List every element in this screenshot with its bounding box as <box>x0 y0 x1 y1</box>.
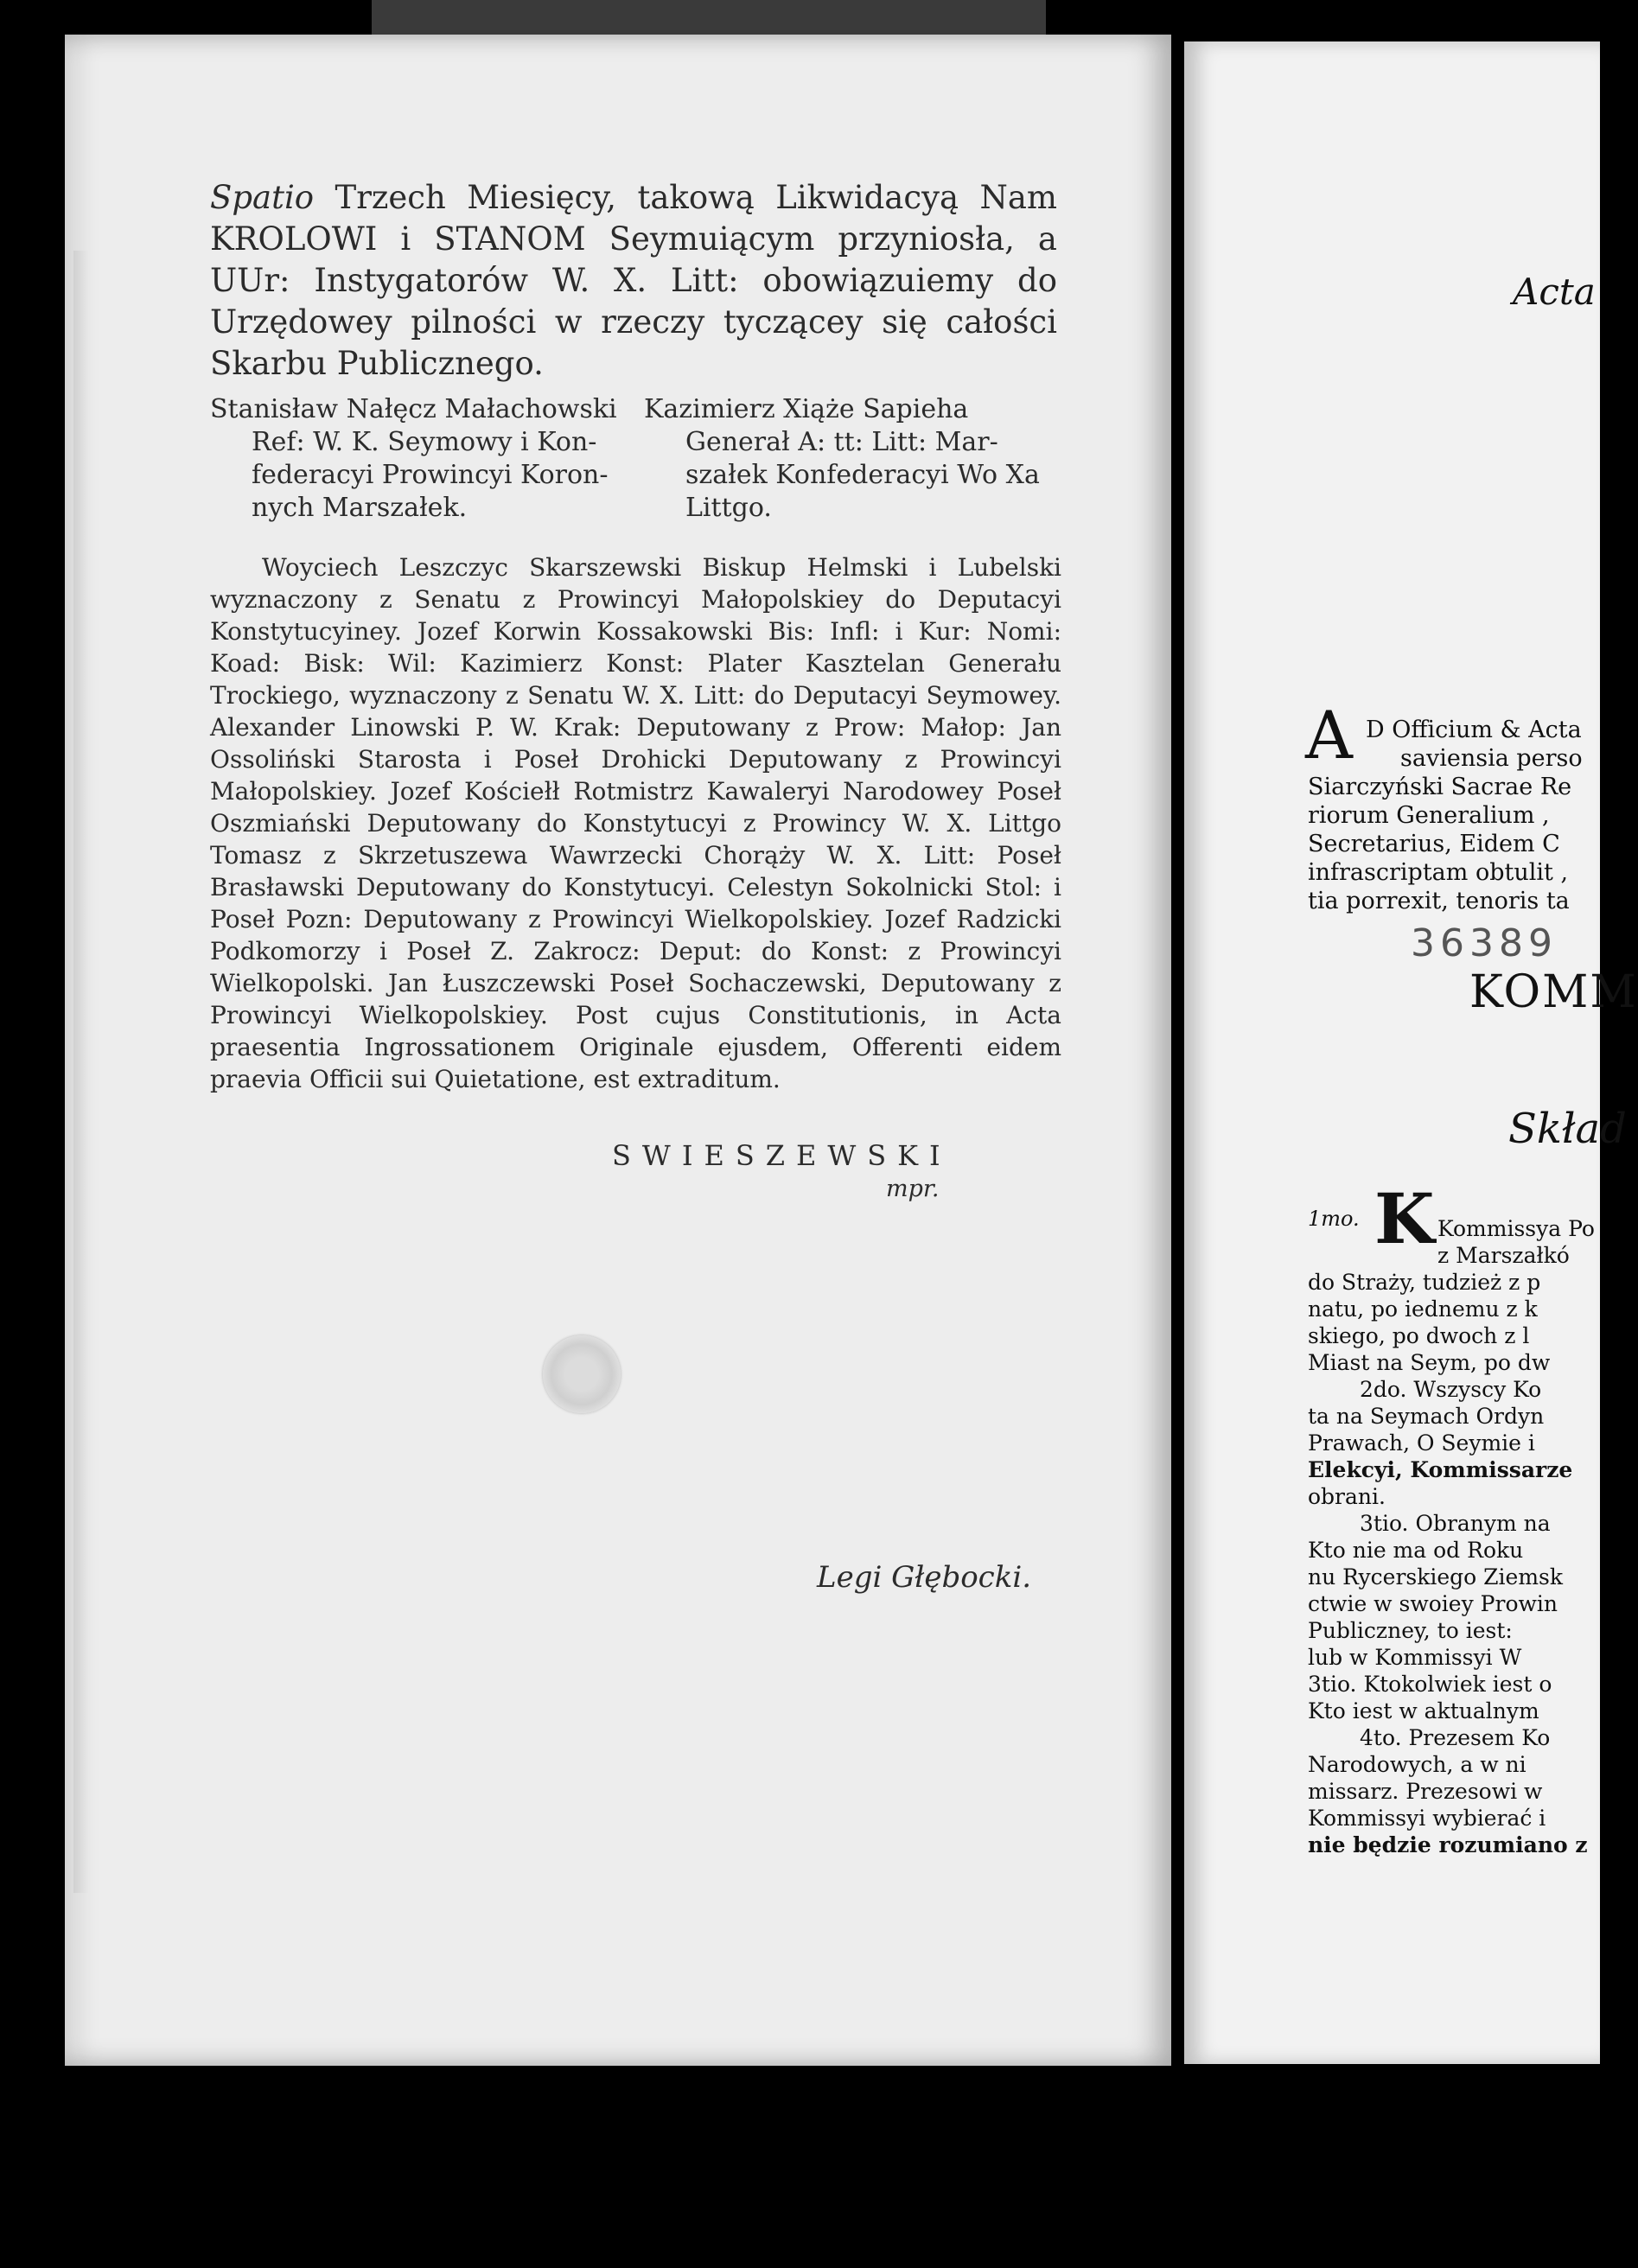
ad-officium-line4: riorum Generalium , <box>1308 802 1550 829</box>
body-line: missarz. Prezesowi w <box>1308 1779 1543 1804</box>
sig-right-line1: Kazimierz Xiąże Sapieha <box>644 394 969 424</box>
signer-name: SWIESZEWSKI <box>612 1139 952 1172</box>
body-line: 3tio. Ktokolwiek iest o <box>1308 1672 1552 1697</box>
body-line: obrani. <box>1308 1484 1386 1509</box>
body-line: Prawach, O Seymie i <box>1308 1430 1535 1456</box>
acta-header: Acta <box>1513 271 1596 313</box>
body-line: ctwie w swoiey Prowin <box>1308 1591 1558 1616</box>
ad-officium-body <box>1308 773 1571 915</box>
body-line: Kto nie ma od Roku <box>1308 1538 1524 1563</box>
body-line: 3tio. Obranym na <box>1360 1511 1551 1536</box>
body-line: Narodowych, a w ni <box>1308 1752 1526 1777</box>
ad-officium-line1: D Officium & Acta <box>1366 717 1582 743</box>
body-line: do Straży, tudzież z p <box>1308 1270 1541 1295</box>
ad-officium-line6: infrascriptam obtulit , <box>1308 859 1569 886</box>
body-line: skiego, po dwoch z l <box>1308 1323 1530 1348</box>
body-line: Elekcyi, Kommissarze <box>1308 1457 1573 1482</box>
archive-number: 36389 <box>1411 921 1558 965</box>
signature-sapieha <box>644 393 1068 525</box>
ad-officium-line3: Siarczyński Sacrae Re <box>1308 774 1572 800</box>
right-page <box>1184 41 1638 2064</box>
sig-left-line2: Ref: W. K. Seymowy i Kon- <box>252 427 597 457</box>
body-line: natu, po iednemu z k <box>1308 1296 1538 1322</box>
sig-right-line2: Generał A: tt: Litt: Mar- <box>685 427 998 457</box>
body-line: ta na Seymach Ordyn <box>1308 1404 1545 1429</box>
ad-officium-line2: saviensia perso <box>1400 745 1583 772</box>
dropcap-k: K <box>1374 1178 1435 1259</box>
spatio-word: Spatio <box>210 179 315 216</box>
paragraph-spatio <box>210 177 1057 385</box>
legi-signature: Legi Głębocki. <box>817 1560 1032 1595</box>
kommissya-body <box>1308 1215 1595 1858</box>
body-line: 2do. Wszyscy Ko <box>1360 1377 1542 1402</box>
sklad-title: Skład <box>1508 1105 1627 1153</box>
library-seal-stamp <box>543 1335 621 1413</box>
signature-malachowski <box>210 393 668 525</box>
ad-officium-head <box>1366 716 1583 773</box>
sig-right-line4: Littgo. <box>685 493 772 523</box>
body-line: Miast na Seym, po dw <box>1308 1350 1551 1375</box>
paragraph-spatio-text: Trzech Miesięcy, takową Likwidacyą Nam KROLOWI i STANOM Seymuiącym przyniosła, a UUr: Instygatorów W. X. Litt: obowiązuiemy do Urzędowey pilności w rzeczy tyczącey się całości Skarbu Publicznego. <box>210 179 1057 382</box>
body-line: Kommissya Po <box>1437 1216 1595 1241</box>
sig-left-line3: federacyi Prowincyi Koron- <box>252 460 609 490</box>
body-line: lub w Kommissyi W <box>1308 1645 1522 1670</box>
ad-officium-line5: Secretarius, Eidem C <box>1308 831 1560 857</box>
body-line: 4to. Prezesem Ko <box>1360 1725 1551 1750</box>
body-line: Kommissyi wybierać i <box>1308 1806 1546 1831</box>
body-line: Publiczney, to iest: <box>1308 1618 1513 1643</box>
ad-officium-line7: tia porrexit, tenoris ta <box>1308 888 1570 914</box>
body-line: Kto iest w aktualnym <box>1308 1698 1539 1723</box>
sig-left-line4: nych Marszałek. <box>252 493 468 523</box>
margin-smudge <box>73 251 89 1893</box>
kommissya-title: KOMM <box>1469 966 1638 1018</box>
body-line: z Marszałkó <box>1437 1243 1570 1268</box>
section-1mo-label: 1mo. <box>1308 1207 1360 1231</box>
sig-left-line1: Stanisław Nałęcz Małachowski <box>210 394 617 424</box>
dropcap-a: A <box>1305 697 1353 774</box>
manu-propria: mpr. <box>886 1175 940 1202</box>
paragraph-deputies: Woyciech Leszczyc Skarszewski Biskup Helmski i Lubelski wyznaczony z Senatu z Prowincyi Małopolskiey do Deputacyi Konstytucyiney. Jozef Korwin Kossakowski Bis: Infl: i Kur: Nomi: Koad: Bisk: Wil: Kazimierz Konst: Plater Kasztelan Generału Trockiego, wyznaczony z Senatu W. X. Litt: do Deputacyi Seymowey. Alexander Linowski P. W. Krak: Deputowany z Prow: Małop: Jan Ossoliński Starosta i Poseł Drohicki Deputowany z Prowincyi Małopolskiey. Jozef Kościełł Rotmistrz Kawaleryi Narodowey Poseł Oszmiański Deputowany do Konstytucyi z Prowincy W. X. Littgo Tomasz z Skrzetuszewa Wawrzecki Chorąży W. X. Litt: Poseł Brasławski Deputowany do Konstytucyi. Celestyn Sokolnicki Stol: i Poseł Pozn: Deputowany z Prowincyi Wielkopolskiey. Jozef Radzicki Podkomorzy i Poseł Z. Zakrocz: Deput: do Konst: z Prowincyi Wielkopolski. Jan Łuszczewski Poseł Sochaczewski, Deputowany z Prowincyi Wielkopolskiey. Post cujus Constitutionis, in Acta praesentia Ingrossationem Originale ejusdem, Offerenti eidem praevia Officii sui Quietatione, est extraditum. <box>210 553 1061 1093</box>
body-line: nu Rycerskiego Ziemsk <box>1308 1564 1564 1590</box>
body-line: nie będzie rozumiano z <box>1308 1832 1588 1857</box>
sig-right-line3: szałek Konfederacyi Wo Xa <box>685 460 1040 490</box>
